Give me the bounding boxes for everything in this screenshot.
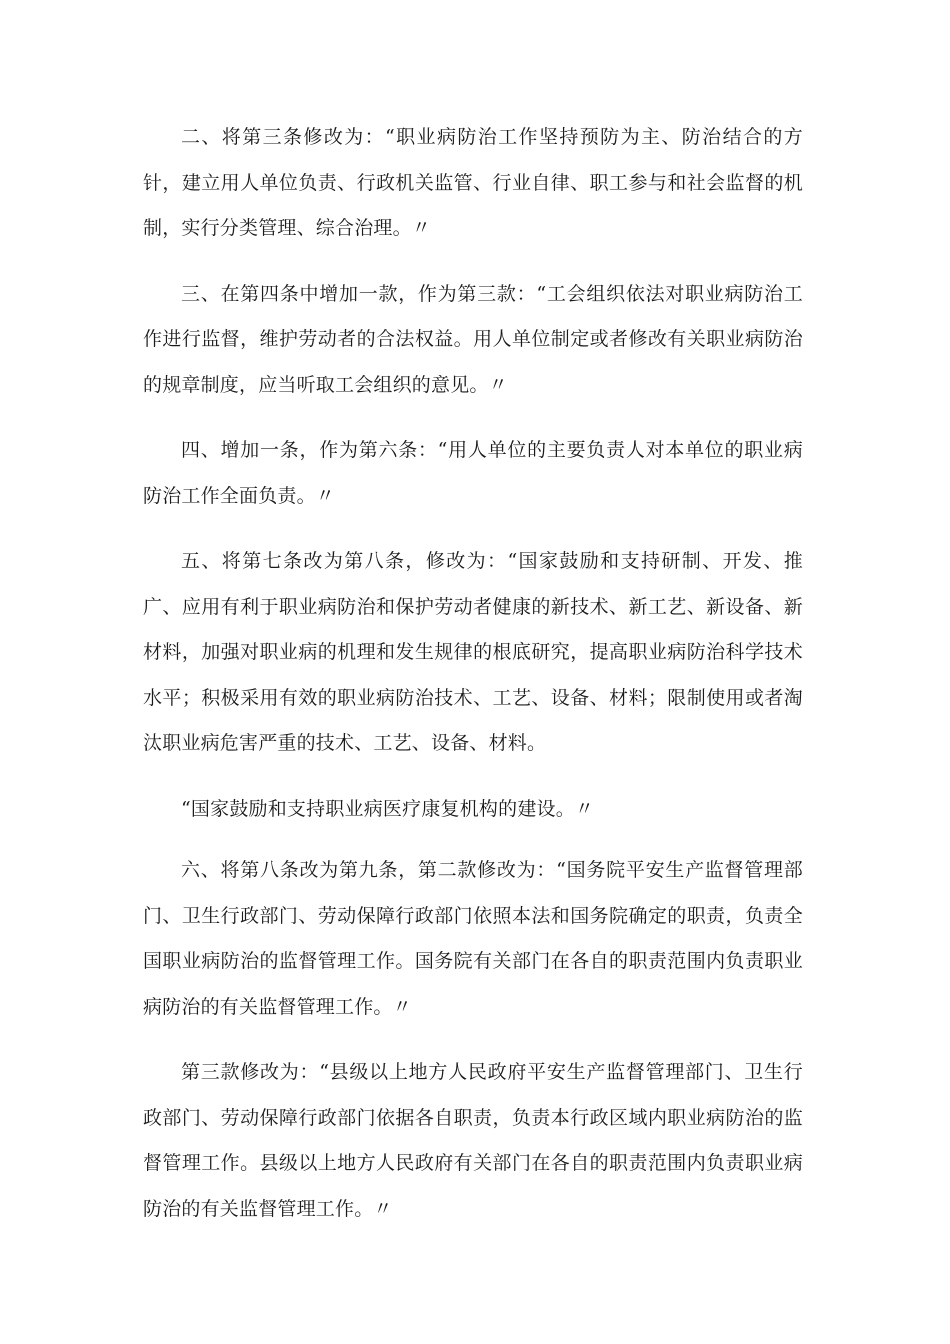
paragraph-article-8: 五、将第七条改为第八条，修改为：“国家鼓励和支持研制、开发、推广、应用有利于职业病防治和保护劳动者健康的新技术、新工艺、新设备、新材料，加强对职业病的机理和发生规律的根底研究，提高职业病防治科学技术水平；积极采用有效的职业病防治技术、工艺、设备、材料；限制使用或者淘汰职业病危害严重的技术、工艺、设备、材料。 [143, 550, 803, 754]
document-body [143, 115, 803, 1252]
paragraph-article-9-clause-3: 第三款修改为：“县级以上地方人民政府平安生产监督管理部门、卫生行政部门、劳动保障行政部门依据各自职责，负责本行政区域内职业病防治的监督管理工作。县级以上地方人民政府有关部门在各自的职责范围内负责职业病防治的有关监督管理工作。〃 [143, 1061, 803, 1220]
paragraph-article-9-clause-2: 六、将第八条改为第九条，第二款修改为：“国务院平安生产监督管理部门、卫生行政部门、劳动保障行政部门依照本法和国务院确定的职责，负责全国职业病防治的监督管理工作。国务院有关部门在各自的职责范围内负责职业病防治的有关监督管理工作。〃 [143, 859, 803, 1018]
paragraph-article-8-continued: “国家鼓励和支持职业病医疗康复机构的建设。〃 [181, 797, 595, 820]
paragraph-article-4: 三、在第四条中增加一款，作为第三款：“工会组织依法对职业病防治工作进行监督，维护劳动者的合法权益。用人单位制定或者修改有关职业病防治的规章制度，应当听取工会组织的意见。〃 [143, 282, 803, 396]
paragraph-article-3: 二、将第三条修改为：“职业病防治工作坚持预防为主、防治结合的方针，建立用人单位负责、行政机关监管、行业自律、职工参与和社会监督的机制，实行分类管理、综合治理。〃 [143, 126, 803, 239]
paragraph-article-6: 四、增加一条，作为第六条：“用人单位的主要负责人对本单位的职业病防治工作全面负责。〃 [143, 439, 803, 507]
